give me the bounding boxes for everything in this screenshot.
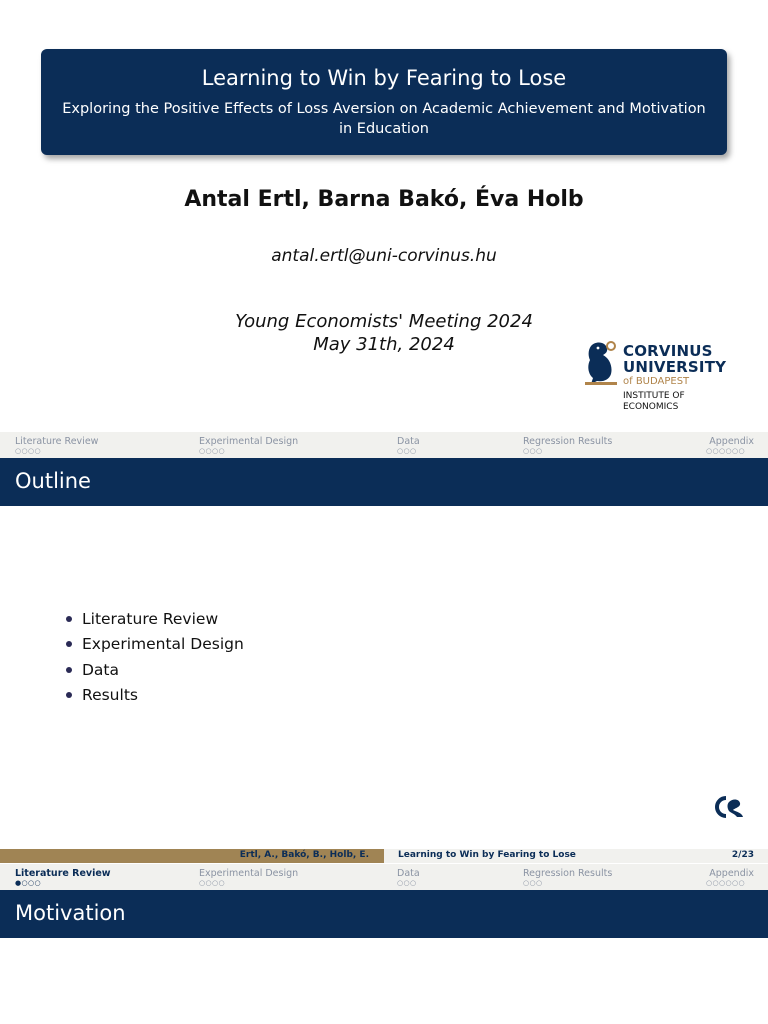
footer (0, 849, 768, 863)
nav-dots[interactable]: ○○○ (523, 447, 543, 455)
nav-dots[interactable]: ○○○○○○ (706, 447, 746, 455)
list-item: Literature Review (66, 608, 244, 633)
footer-title-box (384, 849, 768, 863)
logo-bar (585, 382, 617, 385)
logo-text-university: UNIVERSITY (623, 358, 727, 376)
title-box (41, 49, 727, 155)
bullet-icon (66, 616, 72, 622)
email[interactable]: antal.ertl@uni-corvinus.hu (271, 246, 497, 266)
nav-regression-results[interactable]: Regression Results (523, 436, 613, 447)
outline-list (66, 608, 244, 709)
nav-dots[interactable]: ○○○○ (15, 447, 42, 455)
event-date: May 31th, 2024 (313, 334, 455, 355)
page-number: 2/23 (731, 850, 754, 860)
presentation-subtitle: Exploring the Positive Effects of Loss Aversion on Academic Achievement and Motivation in Education (62, 101, 706, 137)
nav-regression-results[interactable]: Regression Results (523, 868, 613, 879)
footer-authors-box (0, 849, 384, 863)
nav-data[interactable]: Data (397, 868, 420, 879)
nav-dots[interactable]: ○○○○ (199, 447, 226, 455)
logo-text-institute: INSTITUTE OF (623, 391, 685, 401)
nav-dots[interactable]: ○○○ (523, 879, 543, 887)
footer-authors: Ertl, A., Bakó, B., Holb, E. (239, 850, 369, 860)
nav-appendix[interactable]: Appendix (709, 436, 754, 447)
logo-text-budapest: of BUDAPEST (623, 376, 690, 387)
nav-data[interactable]: Data (397, 436, 420, 447)
list-item: Data (66, 659, 244, 684)
nav-dots[interactable]: ○○○ (397, 879, 417, 887)
frame-title-bar (0, 890, 768, 938)
nav-literature-review[interactable]: Literature Review (15, 868, 111, 879)
footer-title: Learning to Win by Fearing to Lose (398, 850, 576, 860)
presentation-title: Learning to Win by Fearing to Lose (201, 66, 567, 90)
section-navigation (0, 432, 768, 458)
section-navigation (0, 864, 768, 890)
list-item: Experimental Design (66, 633, 244, 658)
logo-text-economics: ECONOMICS (623, 402, 679, 412)
corvinus-mini-logo-icon (713, 795, 745, 819)
nav-dots[interactable]: ○○○○○○ (706, 879, 746, 887)
nav-dots[interactable]: ○○○ (397, 447, 417, 455)
list-item: Results (66, 684, 244, 709)
nav-experimental-design[interactable]: Experimental Design (199, 868, 299, 879)
nav-dots[interactable]: ○○○○ (199, 879, 226, 887)
bullet-icon (66, 641, 72, 647)
corvinus-logo (583, 338, 733, 418)
nav-literature-review[interactable]: Literature Review (15, 436, 99, 447)
raven-icon (583, 340, 621, 388)
bullet-icon (66, 692, 72, 698)
logo-text-corvinus: CORVINUS (623, 342, 713, 360)
bullet-icon (66, 667, 72, 673)
frame-title: Outline (15, 469, 91, 493)
frame-title: Motivation (15, 901, 126, 925)
nav-appendix[interactable]: Appendix (709, 868, 754, 879)
nav-dots-active[interactable]: ●○○○ (15, 879, 42, 887)
event-name: Young Economists' Meeting 2024 (235, 311, 533, 332)
authors: Antal Ertl, Barna Bakó, Éva Holb (184, 187, 584, 212)
frame-title-bar (0, 458, 768, 506)
nav-experimental-design[interactable]: Experimental Design (199, 436, 299, 447)
